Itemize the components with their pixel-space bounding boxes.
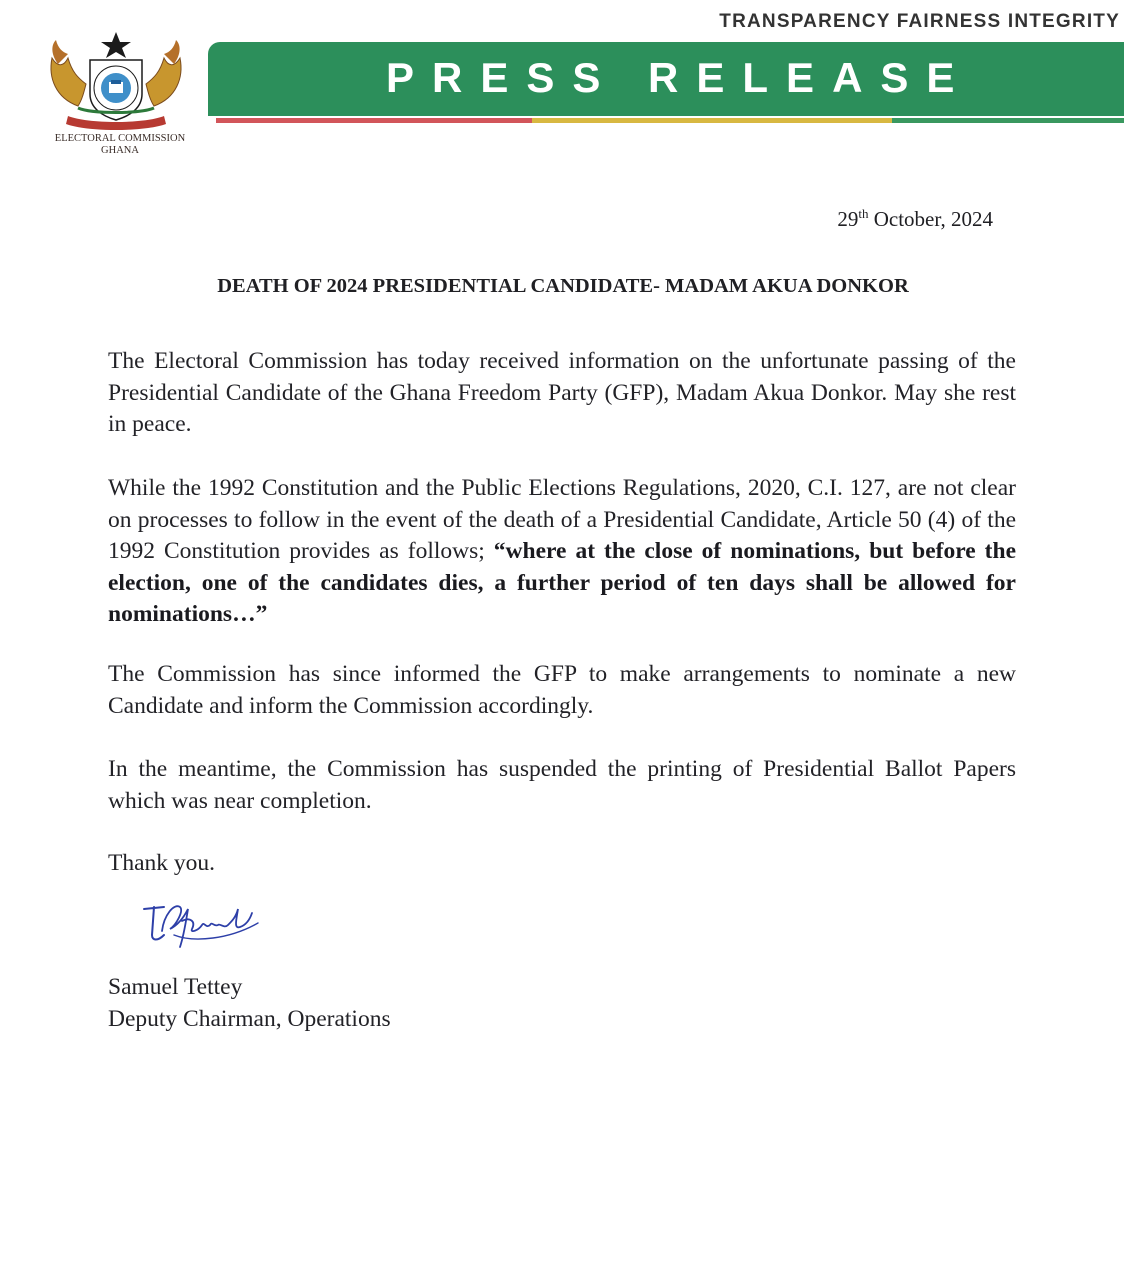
flag-stripe-red [216, 118, 532, 123]
press-release-banner [208, 42, 1124, 116]
org-name-line2: GHANA [101, 145, 139, 156]
date-suffix: th [858, 206, 869, 221]
closing-thanks: Thank you. [108, 850, 216, 876]
flag-stripe-green [892, 118, 1124, 123]
signatory-title: Deputy Chairman, Operations [108, 1005, 391, 1032]
date-rest: October, 2024 [873, 207, 993, 231]
headline: DEATH OF 2024 PRESIDENTIAL CANDIDATE- MADAM AKUA DONKOR [217, 275, 909, 297]
flag-stripe-gold [532, 118, 892, 123]
date-day: 29 [837, 207, 859, 231]
org-name-line1: ELECTORAL COMMISSION [54, 133, 186, 144]
coat-of-arms-logo [38, 28, 194, 134]
paragraph-4: In the meantime, the Commission has suspended the printing of Presidential Ballot Papers which was near completion. [108, 756, 1016, 814]
banner-title: PRESS RELEASE [386, 54, 973, 101]
tagline: TRANSPARENCY FAIRNESS INTEGRITY [719, 11, 1120, 32]
signature [140, 895, 265, 955]
constitution-quote: “where at the close of nominations, but before the election, one of the candidates dies, a further period of ten days shall be allowed for nominations…” [108, 538, 1017, 627]
signatory-name: Samuel Tettey [108, 974, 243, 1000]
organization-name [38, 133, 202, 157]
paragraph-2 [108, 473, 1016, 631]
signatory-block [108, 972, 391, 1035]
paragraph-1: The Electoral Commission has today received information on the unfortunate passing of the Presidential Candidate of the Ghana Freedom Party (GFP), Madam Akua Donkor. May she rest in peace. [108, 348, 1016, 437]
paragraph-2-text: While the 1992 Constitution and the Public Elections Regulations, 2020, C.I. 127, are not clear on processes to follow in the event of the death of a Presidential Candidate, Article 50 (4) of the 1992 Constitution provides as follows; [108, 475, 1016, 564]
release-date [837, 206, 993, 232]
paragraph-3: The Commission has since informed the GFP to make arrangements to nominate a new Candidate and inform the Commission accordingly. [108, 661, 1016, 719]
